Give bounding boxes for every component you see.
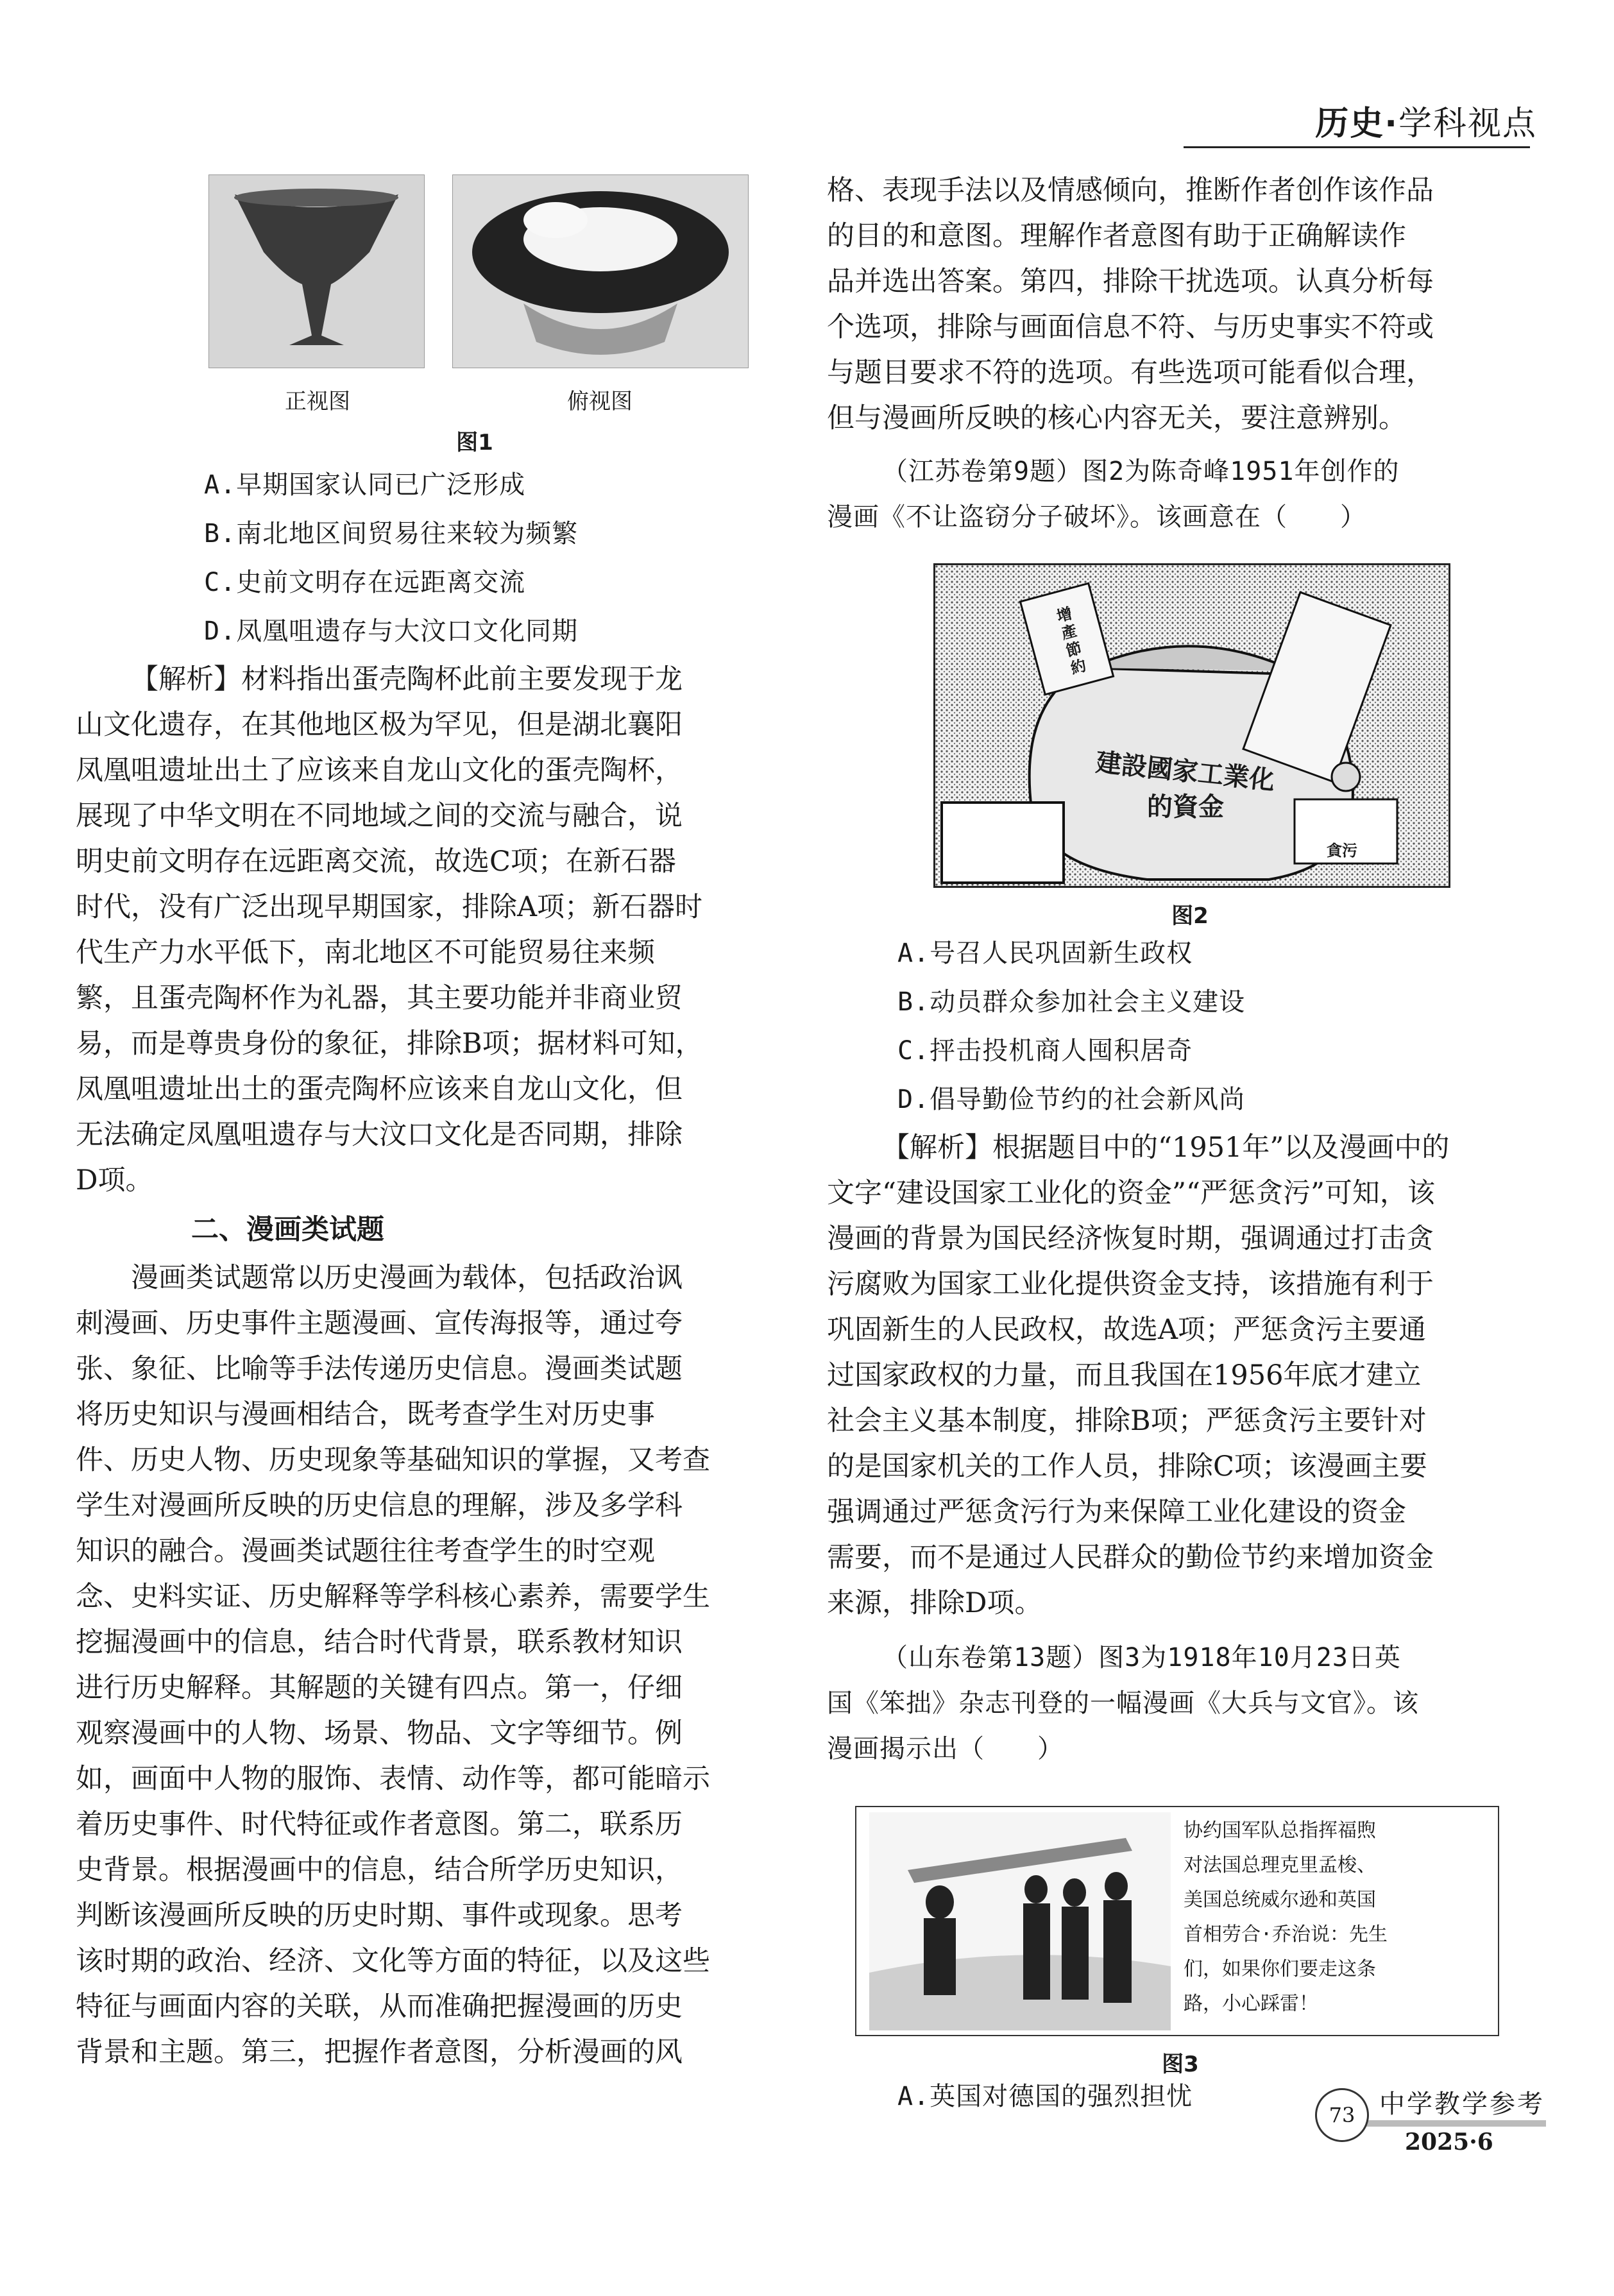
- cartoon-label-bag2: 的資金: [1147, 792, 1224, 822]
- text-line: 与题目要求不符的选项。有些选项可能看似合理，: [827, 357, 1434, 389]
- text-line: 如，画面中人物的服饰、表情、动作等，都可能暗示: [76, 1763, 710, 1795]
- running-header: [1315, 96, 1537, 144]
- text-line: 件、历史人物、历史现象等基础知识的掌握，又考查: [76, 1444, 710, 1476]
- text-line: 【解析】材料指出蛋壳陶杯此前主要发现于龙: [131, 663, 683, 695]
- text-line: 污腐败为国家工业化提供资金支持，该措施有利于: [827, 1268, 1434, 1300]
- text-line: 凤凰咀遗址出土的蛋壳陶杯应该来自龙山文化，但: [76, 1073, 683, 1105]
- text-line: 展现了中华文明在不同地域之间的交流与融合，说: [76, 800, 683, 832]
- text-line: 无法确定凤凰咀遗存与大汶口文化是否同期，排除: [76, 1119, 683, 1151]
- text-line: 刺漫画、历史事件主题漫画、宣传海报等，通过夸: [76, 1307, 683, 1339]
- text-line: 来源，排除D项。: [827, 1587, 1042, 1619]
- text-line: （江苏卷第9题）图2为陈奇峰1951年创作的: [882, 457, 1400, 486]
- figure3-cartoon-illustration: [869, 1812, 1171, 2030]
- text-line: 繁，且蛋壳陶杯作为礼器，其主要功能并非商业贸: [76, 982, 683, 1014]
- text-line: 挖掘漫画中的信息，结合时代背景，联系教材知识: [76, 1626, 683, 1658]
- text-line: 该时期的政治、经济、文化等方面的特征，以及这些: [76, 1945, 710, 1977]
- analysis-1: [76, 657, 777, 1203]
- text-line: 文字“建设国家工业化的资金”“严惩贪污”可知，该: [827, 1177, 1435, 1209]
- question2-options-block: [827, 929, 1528, 1772]
- text-line: 判断该漫画所反映的历史时期、事件或现象。思考: [76, 1900, 683, 1932]
- text-line: 时代，没有广泛出现早期国家，排除A项；新石器时: [76, 891, 703, 923]
- text-line: 张、象征、比喻等手法传递历史信息。漫画类试题: [76, 1353, 683, 1385]
- cartoon-label-bag: 建設國家工業化: [1094, 747, 1277, 796]
- text-line: 美国总统威尔逊和英国: [1184, 1889, 1376, 1911]
- text-line: 品并选出答案。第四，排除干扰选项。认真分析每: [827, 266, 1434, 298]
- text-line: 【解析】根据题目中的“1951年”以及漫画中的: [882, 1132, 1450, 1164]
- text-line: 们，如果你们要走这条: [1184, 1958, 1376, 1980]
- header-subject: 历史: [1315, 105, 1385, 143]
- option-d: D.凤凰咀遗存与大汶口文化同期: [204, 617, 579, 646]
- text-line: 路，小心踩雷！: [1184, 1993, 1318, 2015]
- left-column: [76, 461, 777, 2075]
- figure1-title: 图1: [456, 430, 493, 455]
- journal-name: 中学教学参考: [1379, 2089, 1545, 2119]
- text-line: 漫画类试题常以历史漫画为载体，包括政治讽: [131, 1262, 683, 1294]
- text-line: 将历史知识与漫画相结合，既考查学生对历史事: [76, 1399, 655, 1431]
- figure3-title: 图3: [1162, 2052, 1199, 2077]
- text-line: 凤凰咀遗址出土了应该来自龙山文化的蛋壳陶杯，: [76, 754, 683, 787]
- text-line: 国《笨拙》杂志刊登的一幅漫画《大兵与文官》。该: [827, 1688, 1419, 1718]
- text-line: 易，而是尊贵身份的象征，排除B项；据材料可知，: [76, 1028, 703, 1060]
- text-line: 进行历史解释。其解题的关键有四点。第一，仔细: [76, 1672, 683, 1704]
- cup-top-illustration: [453, 175, 748, 368]
- right-column: [827, 168, 1528, 540]
- text-line: 漫画《不让盗窃分子破坏》。该画意在（ ）: [827, 502, 1366, 532]
- text-line: 个选项，排除与画面信息不符、与历史事实不符或: [827, 311, 1434, 343]
- text-line: 巩固新生的人民政权，故选A项；严惩贪污主要通: [827, 1314, 1427, 1346]
- text-line: 过国家政权的力量，而且我国在1956年底才建立: [827, 1359, 1422, 1391]
- text-line: 对法国总理克里孟梭、: [1184, 1854, 1376, 1876]
- text-line: 但与漫画所反映的核心内容无关，要注意辨别。: [827, 402, 1406, 434]
- section-title: 二、漫画类试题: [191, 1214, 384, 1246]
- text-line: 强调通过严惩贪污行为来保障工业化建设的资金: [827, 1496, 1406, 1528]
- text-line: 协约国军队总指挥福煦: [1184, 1819, 1376, 1842]
- section-body-continued: [827, 168, 1528, 441]
- figure3-frame: [855, 1806, 1499, 2036]
- figure1-caption-front: 正视图: [285, 389, 350, 414]
- cartoon-label-small: 貪污: [1327, 842, 1357, 860]
- header-rule: [1184, 146, 1530, 148]
- figure2-title: 图2: [1171, 903, 1209, 929]
- text-line: 首相劳合·乔治说：先生: [1184, 1923, 1388, 1946]
- header-dot: ·: [1384, 105, 1398, 143]
- text-line: 观察漫画中的人物、场景、物品、文字等细节。例: [76, 1717, 683, 1749]
- option-c: C.抨击投机商人囤积居奇: [897, 1036, 1193, 1066]
- cartoon-label-paper: 增產節約: [1055, 604, 1089, 678]
- section-body: [76, 1255, 777, 2075]
- header-section: 学科视点: [1398, 105, 1537, 143]
- figure2-cartoon: [933, 563, 1450, 888]
- text-line: 山文化遗存，在其他地区极为罕见，但是湖北襄阳: [76, 709, 683, 741]
- option-b: B.南北地区间贸易往来较为频繁: [204, 519, 579, 548]
- text-line: （山东卷第13题）图3为1918年10月23日英: [882, 1643, 1401, 1672]
- text-line: 漫画的背景为国民经济恢复时期，强调通过打击贪: [827, 1223, 1434, 1255]
- cup-front-illustration: [209, 175, 424, 368]
- question2-stem: [827, 449, 1528, 540]
- text-line: D项。: [76, 1164, 153, 1196]
- text-line: 着历史事件、时代特征或作者意图。第二，联系历: [76, 1808, 683, 1841]
- text-line: 需要，而不是通过人民群众的勤俭节约来增加资金: [827, 1542, 1434, 1574]
- text-line: 格、表现手法以及情感倾向，推断作者创作该作品: [827, 174, 1434, 207]
- page-number: 73: [1315, 2088, 1369, 2142]
- option-b: B.动员群众参加社会主义建设: [897, 987, 1246, 1017]
- figure3-caption-text: [1184, 1814, 1485, 2021]
- question3-stem: [827, 1635, 1528, 1772]
- text-line: 的目的和意图。理解作者意图有助于正确解读作: [827, 220, 1406, 252]
- question1-options: [76, 461, 777, 656]
- text-line: 明史前文明存在远距离交流，故选C项；在新石器: [76, 846, 676, 878]
- text-line: 社会主义基本制度，排除B项；严惩贪污主要针对: [827, 1405, 1427, 1437]
- text-line: 念、史料实证、历史解释等学科核心素养，需要学生: [76, 1581, 710, 1613]
- text-line: 特征与画面内容的关联，从而准确把握漫画的历史: [76, 1991, 683, 2023]
- text-line: 学生对漫画所反映的历史信息的理解，涉及多学科: [76, 1490, 683, 1522]
- text-line: 知识的融合。漫画类试题往往考查学生的时空观: [76, 1535, 655, 1567]
- analysis-2: [827, 1125, 1528, 1626]
- figure1-caption-top: 俯视图: [567, 389, 633, 414]
- figure1-front-view-photo: [208, 174, 425, 368]
- option-a: A.号召人民巩固新生政权: [897, 939, 1193, 968]
- text-line: 史背景。根据漫画中的信息，结合所学历史知识，: [76, 1854, 683, 1886]
- text-line: 背景和主题。第三，把握作者意图，分析漫画的风: [76, 2036, 683, 2068]
- cartoon-illustration: [935, 565, 1448, 886]
- figure1-top-view-photo: [452, 174, 749, 368]
- option-a: A.早期国家认同已广泛形成: [204, 470, 526, 500]
- option-d: D.倡导勤俭节约的社会新风尚: [897, 1085, 1246, 1114]
- option-c: C.史前文明存在远距离交流: [204, 568, 526, 597]
- text-line: 漫画揭示出（ ）: [827, 1734, 1064, 1764]
- journal-issue: 2025·6: [1405, 2129, 1493, 2156]
- question3-option-a: A.英国对德国的强烈担忧: [897, 2082, 1193, 2111]
- footer-bar: [1366, 2120, 1546, 2127]
- text-line: 代生产力水平低下，南北地区不可能贸易往来频: [76, 937, 655, 969]
- text-line: 的是国家机关的工作人员，排除C项；该漫画主要: [827, 1450, 1427, 1483]
